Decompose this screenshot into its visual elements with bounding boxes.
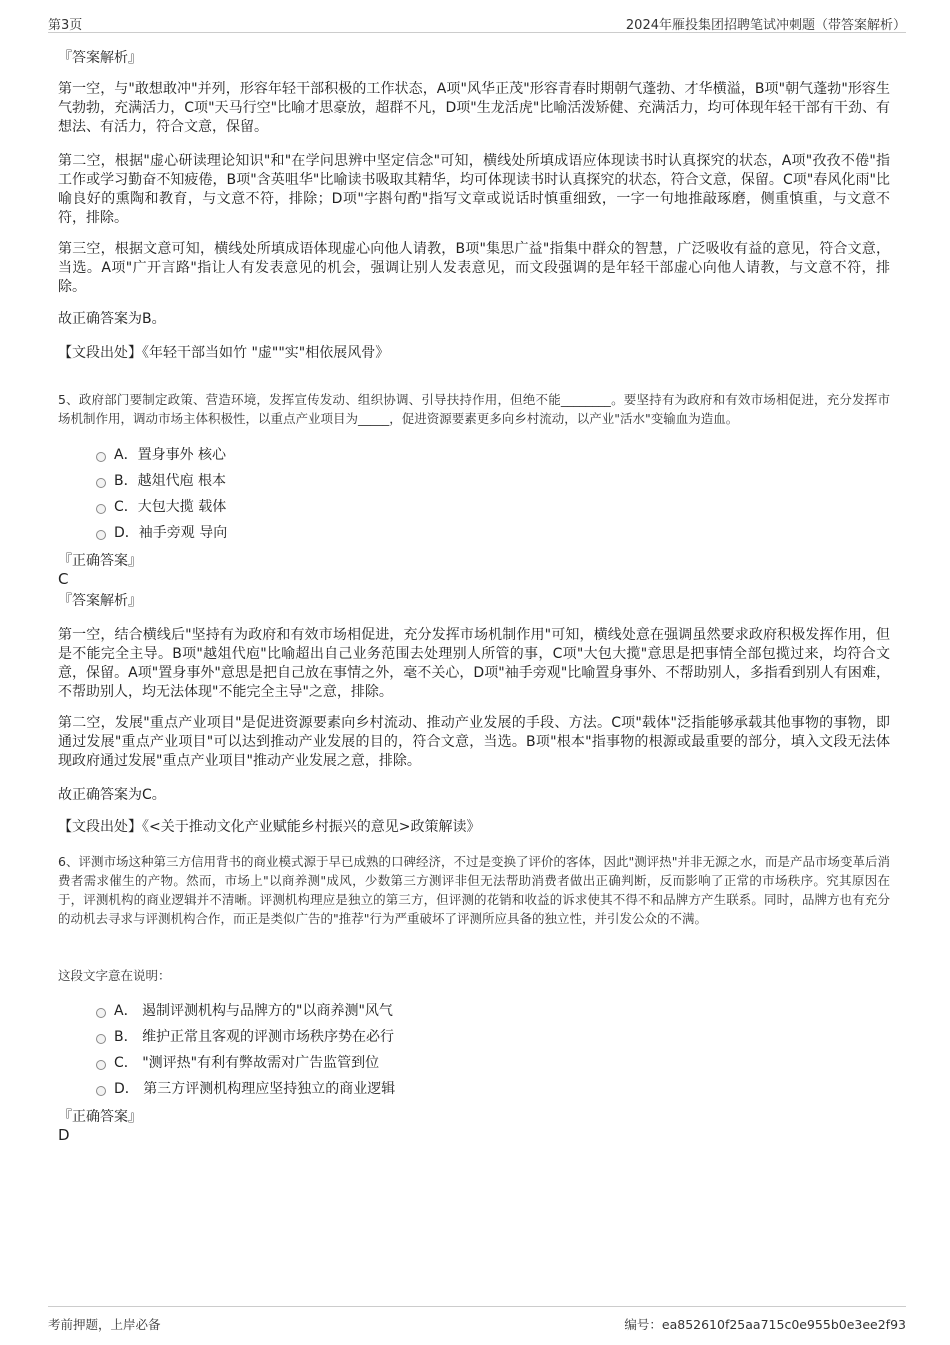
q5-analysis-p1: 第一空，结合横线后"坚持有为政府和有效市场相促进，充分发挥市场机制作用"可知，横线处意在强调虽然要求政府积极发挥作用，但是不能完全主导。B项"越俎代庖"比喻超出自己业务范围去处理别人所管的事，C项"大包大揽"意思是把事情全部包揽过来，均符合文意，保留。A项"置身事外"意思是把自己放在事情之外，毫不关心，D项"袖手旁观"比喻置身事外、不帮助别人，多指看到别人有困难，不帮助别人，均无法体现"不能完全主导"之意，排除。 [58,627,890,700]
q4-source: 【文段出处】《年轻干部当如竹 "虚""实"相依展风骨》 [58,345,390,361]
footer-slogan: 考前押题，上岸必备 [48,1317,161,1332]
q4-analysis-p1: 第一空，与"敢想敢冲"并列，形容年轻干部积极的工作状态，A项"风华正茂"形容青春时期朝气蓬勃、才华横溢，B项"朝气蓬勃"形容生气勃勃，充满活力，C项"天马行空"比喻才思豪放，超群不凡，D项"生龙活虎"比喻活泼矫健、充满活力，均可体现年轻干部有干劲、有想法、有活力，符合文意，保留。 [58,81,890,135]
radio-icon[interactable] [96,452,106,462]
q5-stem: 5、政府部门要制定政策、营造环境，发挥宣传发动、组织协调、引导扶持作用，但绝不能________。要坚持有为政府和有效市场相促进，充分发挥市场机制作用，调动市场主体积极性，以重点产业项目为_____，促进资源要素更多向乡村流动，以产业"活水"变输血为造血。 [58,392,890,426]
q6-option-a[interactable]: A． 遏制评测机构与品牌方的"以商养测"风气 [114,1002,393,1020]
radio-icon[interactable] [96,504,106,514]
q6-option-d[interactable]: D． 第三方评测机构理应坚持独立的商业逻辑 [114,1080,395,1098]
q5-answer: C [58,570,69,588]
radio-icon[interactable] [96,530,106,540]
radio-icon[interactable] [96,1008,106,1018]
q6-prompt: 这段文字意在说明： [58,968,171,983]
q5-option-a[interactable]: A．置身事外 核心 [114,446,226,464]
q6-answer: D [58,1126,70,1144]
q4-analysis-p3: 第三空，根据文意可知，横线处所填成语体现虚心向他人请教，B项"集思广益"指集中群众的智慧，广泛吸收有益的意见，符合文意，当选。A项"广开言路"指让人有发表意见的机会，强调让别人发表意见，而文段强调的是年轻干部虚心向他人请教，与文意不符，排除。 [58,241,890,295]
q4-conclusion: 故正确答案为B。 [58,311,166,327]
q5-correct-label: 『正确答案』 [58,553,142,569]
radio-icon[interactable] [96,1086,106,1096]
q6-option-c[interactable]: C． "测评热"有利有弊故需对广告监管到位 [114,1054,379,1072]
q6-stem: 6、评测市场这种第三方信用背书的商业模式源于早已成熟的口碑经济，不过是变换了评价的客体，因此"测评热"并非无源之水，而是产品市场变革后消费者需求催生的产物。然而，市场上"以商养测"成风，少数第三方测评非但无法帮助消费者做出正确判断，反而影响了正常的市场秩序。究其原因在于，评测机构的商业逻辑并不清晰。评测机构理应是独立的第三方，但评测的花销和收益的诉求使其不得不和品牌方产生联系。同时，品牌方也有充分的动机去寻求与评测机构合作，而正是类似广告的"推荐"行为严重破坏了评测所应具备的独立性，并引发公众的不满。 [58,854,890,926]
q6-correct-label: 『正确答案』 [58,1109,142,1125]
page-footer [48,1306,906,1333]
q5-analysis-p2: 第二空，发展"重点产业项目"是促进资源要素向乡村流动、推动产业发展的手段、方法。C项"载体"泛指能够承载其他事物的事物，即通过发展"重点产业项目"可以达到推动产业发展的目的，符合文意，当选。B项"根本"指事物的根源或最重要的部分，填入文段无法体现政府通过发展"重点产业项目"推动产业发展之意，排除。 [58,715,890,769]
page-header [48,10,906,33]
q5-option-b[interactable]: B．越俎代庖 根本 [114,472,226,490]
q4-analysis-p2: 第二空，根据"虚心研读理论知识"和"在学问思辨中坚定信念"可知，横线处所填成语应体现读书时认真探究的状态，A项"孜孜不倦"指工作或学习勤奋不知疲倦，B项"含英咀华"比喻读书吸取其精华，均可体现读书时认真探究的状态，符合文意，保留。C项"春风化雨"比喻良好的熏陶和教育，与文意不符，排除；D项"字斟句酌"指写文章或说话时慎重细致，一字一句地推敲琢磨，侧重慎重，与文意不符，排除。 [58,153,890,226]
document-title: 2024年雁投集团招聘笔试冲刺题（带答案解析） [625,18,906,33]
page-number: 第3页 [48,18,83,33]
q5-option-c[interactable]: C．大包大揽 载体 [114,498,226,516]
q5-analysis-label: 『答案解析』 [58,593,142,609]
analysis-label: 『答案解析』 [58,50,142,66]
q5-option-d[interactable]: D．袖手旁观 导向 [114,524,227,542]
radio-icon[interactable] [96,1060,106,1070]
radio-icon[interactable] [96,1034,106,1044]
footer-code: 编号：ea852610f25aa715c0e955b0e3ee2f93 [624,1317,906,1332]
q5-source: 【文段出处】《<关于推动文化产业赋能乡村振兴的意见>政策解读》 [58,819,481,835]
radio-icon[interactable] [96,478,106,488]
q5-conclusion: 故正确答案为C。 [58,787,166,803]
q6-option-b[interactable]: B． 维护正常且客观的评测市场秩序势在必行 [114,1028,394,1046]
